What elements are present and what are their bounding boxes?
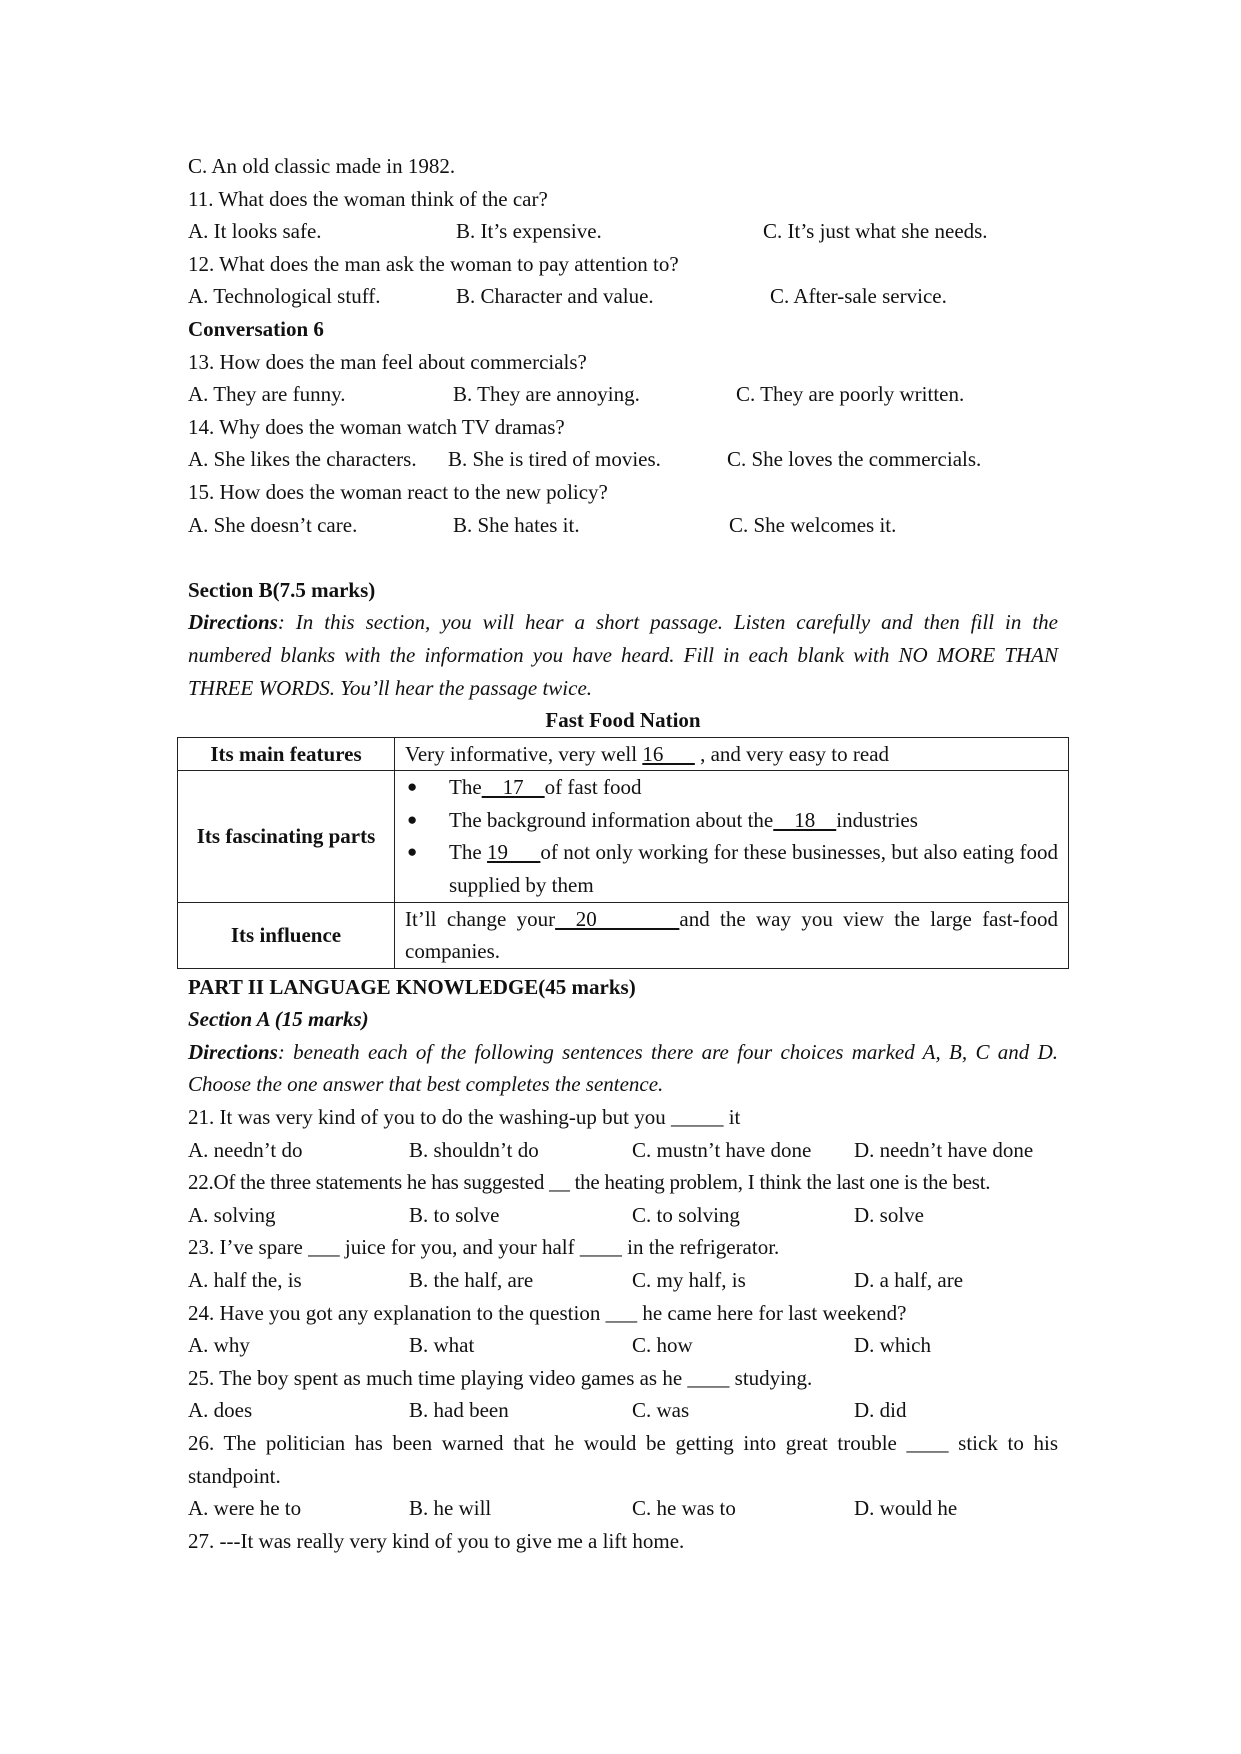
q26-option-b: B. he will bbox=[409, 1496, 492, 1521]
q23-option-b: B. the half, are bbox=[409, 1268, 534, 1293]
directions-text: : In this section, you will hear a short passage. Listen carefully and then fill in the bbox=[277, 610, 1058, 635]
q11-options bbox=[188, 215, 1058, 248]
q15-stem: 15. How does the woman react to the new policy? bbox=[188, 479, 608, 504]
q14-option-a: A. She likes the characters. bbox=[188, 447, 417, 472]
conversation-6-heading: Conversation 6 bbox=[188, 316, 324, 341]
q14-stem: 14. Why does the woman watch TV dramas? bbox=[188, 414, 565, 439]
directions-text: : beneath each of the following sentences there are four choices marked A, B, C and D. bbox=[277, 1039, 1058, 1064]
q25-options bbox=[188, 1394, 1058, 1427]
q12-option-c: C. After-sale service. bbox=[770, 284, 947, 309]
section-b-heading: Section B(7.5 marks) bbox=[188, 577, 376, 602]
q22-options bbox=[188, 1199, 1058, 1232]
q26-option-d: D. would he bbox=[854, 1496, 958, 1521]
q24-options bbox=[188, 1329, 1058, 1362]
q22-option-c: C. to solving bbox=[632, 1202, 740, 1227]
row-content: Very informative, very well 16 , and very easy to read bbox=[395, 737, 1069, 771]
table-row bbox=[178, 737, 1069, 771]
q11-option-b: B. It’s expensive. bbox=[456, 219, 602, 244]
q11-option-c: C. It’s just what she needs. bbox=[763, 219, 988, 244]
q12-option-b: B. Character and value. bbox=[456, 284, 654, 309]
q14-option-b: B. She is tired of movies. bbox=[448, 447, 661, 472]
table-title: Fast Food Nation bbox=[545, 708, 701, 733]
list-item: ● The background information about the 18 industries bbox=[405, 804, 1058, 837]
blank-19: 19 bbox=[487, 840, 541, 865]
row-label: Its main features bbox=[178, 737, 395, 771]
q11-option-a: A. It looks safe. bbox=[188, 219, 322, 244]
q21-stem: 21. It was very kind of you to do the washing-up but you _____ it bbox=[188, 1105, 741, 1130]
q24-option-a: A. why bbox=[188, 1333, 250, 1358]
directions-label: Directions bbox=[188, 1039, 278, 1064]
q25-stem: 25. The boy spent as much time playing video games as he ____ studying. bbox=[188, 1365, 813, 1390]
q23-option-d: D. a half, are bbox=[854, 1268, 964, 1293]
row-label: Its fascinating parts bbox=[178, 771, 395, 902]
section-b-directions-line2: numbered blanks with the information you have heard. Fill in each blank with NO MORE THAN bbox=[188, 642, 1058, 667]
q10-option-c: C. An old classic made in 1982. bbox=[188, 154, 456, 178]
blank-20: 20 bbox=[555, 906, 680, 931]
list-item: ● The 19 of not only working for these businesses, but also eating food supplied by them bbox=[405, 836, 1058, 901]
q23-option-a: A. half the, is bbox=[188, 1268, 302, 1293]
fast-food-table-wrap bbox=[188, 737, 1059, 964]
q25-option-a: A. does bbox=[188, 1398, 253, 1423]
q25-option-b: B. had been bbox=[409, 1398, 509, 1423]
table-row bbox=[178, 771, 1069, 902]
exam-page bbox=[188, 150, 1058, 1557]
q22-option-b: B. to solve bbox=[409, 1202, 500, 1227]
q14-options bbox=[188, 443, 1058, 476]
q23-option-c: C. my half, is bbox=[632, 1268, 746, 1293]
q11-stem: 11. What does the woman think of the car? bbox=[188, 186, 548, 211]
q13-option-c: C. They are poorly written. bbox=[736, 382, 965, 407]
q23-stem: 23. I’ve spare ___ juice for you, and your half ____ in the refrigerator. bbox=[188, 1235, 780, 1260]
q24-option-c: C. how bbox=[632, 1333, 693, 1358]
q15-option-a: A. She doesn’t care. bbox=[188, 512, 358, 537]
q23-options bbox=[188, 1264, 1058, 1297]
q25-option-d: D. did bbox=[854, 1398, 907, 1423]
q21-option-b: B. shouldn’t do bbox=[409, 1137, 539, 1162]
q15-option-b: B. She hates it. bbox=[453, 512, 580, 537]
q21-option-a: A. needn’t do bbox=[188, 1137, 303, 1162]
q21-option-d: D. needn’t have done bbox=[854, 1137, 1034, 1162]
q26-stem-line1: 26. The politician has been warned that he would be getting into great trouble ____ stick to his bbox=[188, 1431, 1058, 1455]
blank-16: 16 bbox=[642, 741, 695, 766]
q12-option-a: A. Technological stuff. bbox=[188, 284, 381, 309]
section-b-directions-line1 bbox=[188, 606, 1058, 639]
q26-options bbox=[188, 1492, 1058, 1525]
q25-option-c: C. was bbox=[632, 1398, 690, 1423]
q22-stem: 22.Of the three statements he has suggested __ the heating problem, I think the last one is the best. bbox=[188, 1170, 991, 1195]
q26-stem-line2: standpoint. bbox=[188, 1463, 281, 1488]
q24-option-b: B. what bbox=[409, 1333, 475, 1358]
row-label: Its influence bbox=[178, 902, 395, 968]
q13-option-a: A. They are funny. bbox=[188, 382, 346, 407]
q22-option-d: D. solve bbox=[854, 1202, 924, 1227]
row-content bbox=[395, 771, 1069, 902]
q24-option-d: D. which bbox=[854, 1333, 931, 1358]
q12-stem: 12. What does the man ask the woman to pay attention to? bbox=[188, 251, 679, 276]
row-content: It’ll change your 20 and the way you view the large fast-food companies. bbox=[395, 902, 1069, 968]
section-b-directions-line3: THREE WORDS. You’ll hear the passage twice. bbox=[188, 675, 593, 700]
q15-option-c: C. She welcomes it. bbox=[729, 512, 897, 537]
q12-options bbox=[188, 280, 1058, 313]
q27-stem: 27. ---It was really very kind of you to give me a lift home. bbox=[188, 1528, 685, 1553]
fast-food-table bbox=[177, 737, 1069, 969]
part2-directions-line1 bbox=[188, 1036, 1058, 1069]
q13-option-b: B. They are annoying. bbox=[453, 382, 640, 407]
q21-option-c: C. mustn’t have done bbox=[632, 1137, 812, 1162]
q22-option-a: A. solving bbox=[188, 1202, 276, 1227]
q26-option-a: A. were he to bbox=[188, 1496, 302, 1521]
q13-options bbox=[188, 378, 1058, 411]
section-a-heading: Section A (15 marks) bbox=[188, 1007, 369, 1032]
q15-options bbox=[188, 509, 1058, 542]
q26-option-c: C. he was to bbox=[632, 1496, 736, 1521]
directions-label: Directions bbox=[188, 610, 278, 635]
q21-options bbox=[188, 1134, 1058, 1167]
table-row bbox=[178, 902, 1069, 968]
q13-stem: 13. How does the man feel about commercials? bbox=[188, 349, 587, 374]
list-item: ● The 17 of fast food bbox=[405, 771, 1058, 804]
part-2-heading: PART II LANGUAGE KNOWLEDGE(45 marks) bbox=[188, 974, 636, 999]
part2-directions-line2: Choose the one answer that best completes the sentence. bbox=[188, 1072, 664, 1097]
blank-17: 17 bbox=[481, 775, 545, 800]
blank-18: 18 bbox=[773, 807, 837, 832]
q14-option-c: C. She loves the commercials. bbox=[727, 447, 982, 472]
q24-stem: 24. Have you got any explanation to the question ___ he came here for last weekend? bbox=[188, 1300, 907, 1325]
